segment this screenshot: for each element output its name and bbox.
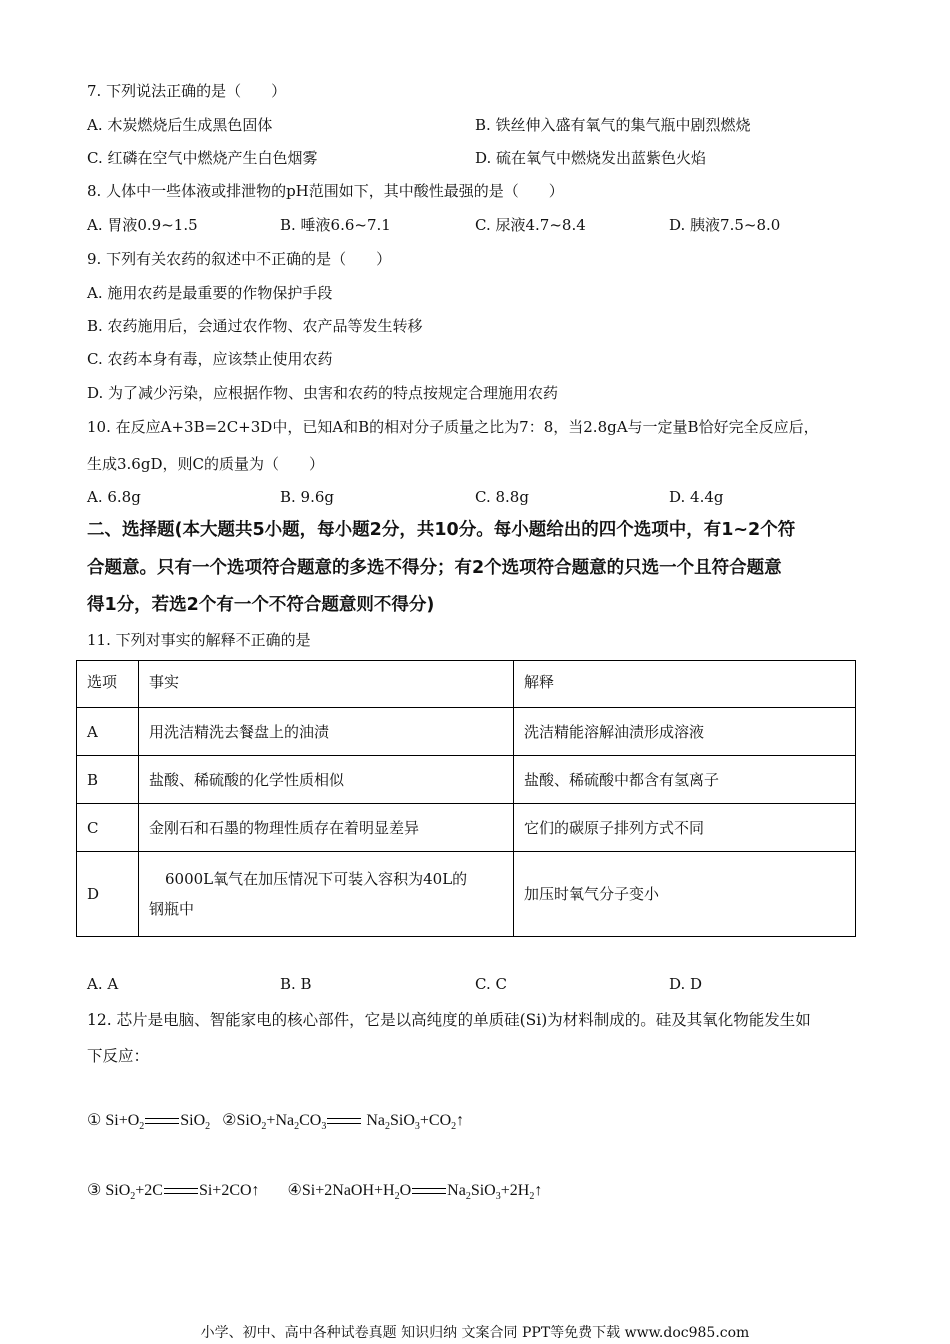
page-footer: 小学、初中、高中各种试卷真题 知识归纳 文案合同 PPT等免费下载 www.doc985.com [200,1325,750,1341]
q11-answer-d: D. D [669,975,703,993]
q10-option-a: A. 6.8g [87,488,141,506]
q8-option-d: D. 胰液7.5~8.0 [669,216,781,234]
section2-heading-line2: 合题意。只有一个选项符合题意的多选不得分；有2个选项符合题意的只选一个且符合题意 [87,558,782,578]
reaction-equations-3-4: ③ SiO$_2$+2C Si+2CO↑ $④Si+2NaOH+H_2O$ $Na_2SiO_3+2H_2↑$ [87,1182,543,1203]
row-a-explanation: 洗洁精能溶解油渍形成溶液 [514,708,856,756]
header-option: 选项 [77,661,139,708]
q10-stem-line2: 生成3.6gD，则C的质量为（ ） [87,455,324,473]
row-d-option: D [77,852,139,937]
table-row [77,852,856,937]
row-b-option: B [77,756,139,804]
row-c-option: C [77,804,139,852]
q7-option-c: C. 红磷在空气中燃烧产生白色烟雾 [87,149,318,167]
row-d-fact-line1: 6000L氧气在加压情况下可装入容积为40L的 [165,870,468,888]
q11-answer-c: C. C [475,975,507,993]
row-d-fact-line2: 钢瓶中 [149,900,195,918]
q7-option-a: A. 木炭燃烧后生成黑色固体 [87,116,273,134]
row-c-fact: 金刚石和石墨的物理性质存在着明显差异 [139,804,514,852]
q8-option-b: B. 唾液6.6~7.1 [280,216,391,234]
table-row [77,708,856,756]
q7-option-d: D. 硫在氧气中燃烧发出蓝紫色火焰 [475,149,707,167]
table-row [77,756,856,804]
q9-option-d: D. 为了减少污染，应根据作物、虫害和农药的特点按规定合理施用农药 [87,384,559,402]
q10-stem-line1: 10. 在反应A+3B=2C+3D中，已知A和B的相对分子质量之比为7：8，当2.8gA与一定量B恰好完全反应后， [87,418,819,436]
header-explanation: 解释 [514,661,856,708]
table-row [77,804,856,852]
q12-stem-line1: 12. 芯片是电脑、智能家电的核心部件，它是以高纯度的单质硅(Si)为材料制成的。硅及其氧化物能发生如 [87,1011,811,1029]
header-fact: 事实 [139,661,514,708]
q12-stem-line2: 下反应： [87,1047,150,1065]
q9-option-a: A. 施用农药是最重要的作物保护手段 [87,284,333,302]
row-d-fact [139,852,514,937]
row-b-fact: 盐酸、稀硫酸的化学性质相似 [139,756,514,804]
row-c-explanation: 它们的碳原子排列方式不同 [514,804,856,852]
row-a-option: A [77,708,139,756]
q11-answer-a: A. A [87,975,119,993]
q11-stem: 11. 下列对事实的解释不正确的是 [87,631,311,649]
q7-stem: 7. 下列说法正确的是（ ） [87,82,287,100]
row-d-explanation: 加压时氧气分子变小 [514,852,856,937]
q9-option-b: B. 农药施用后，会通过农作物、农产品等发生转移 [87,317,423,335]
q8-option-a: A. 胃液0.9~1.5 [87,216,198,234]
q11-answer-b: B. B [280,975,312,993]
section2-heading-line3: 得1分，若选2个有一个不符合题意则不得分) [87,595,435,615]
row-b-explanation: 盐酸、稀硫酸中都含有氢离子 [514,756,856,804]
q9-stem: 9. 下列有关农药的叙述中不正确的是（ ） [87,250,392,268]
q7-option-b: B. 铁丝伸入盛有氧气的集气瓶中剧烈燃烧 [475,116,751,134]
row-a-fact: 用洗洁精洗去餐盘上的油渍 [139,708,514,756]
section2-heading-line1: 二、选择题(本大题共5小题，每小题2分，共10分。每小题给出的四个选项中，有1~2个符 [87,520,796,540]
q8-option-c: C. 尿液4.7~8.4 [475,216,586,234]
q10-option-d: D. 4.4g [669,488,724,506]
table-header-row [77,661,856,708]
q10-option-b: B. 9.6g [280,488,335,506]
reaction-equations-1-2: ① $Si+O_2$ SiO$_2$ $②SiO_2+Na_2CO_3$ $Na_2SiO_3+CO_2↑$ [87,1112,465,1133]
q11-table [76,660,856,937]
q9-option-c: C. 农药本身有毒，应该禁止使用农药 [87,350,333,368]
q10-option-c: C. 8.8g [475,488,529,506]
q8-stem: 8. 人体中一些体液或排泄物的pH范围如下，其中酸性最强的是（ ） [87,182,564,200]
